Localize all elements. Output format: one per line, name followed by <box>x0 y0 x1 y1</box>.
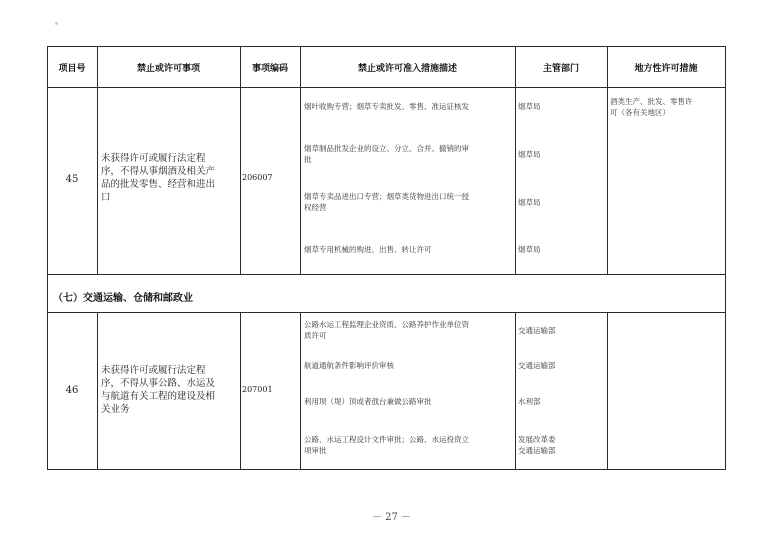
row46-name-line: 序，不得从事公路、水运及 <box>101 378 216 389</box>
row45-dept-1: 烟草局 <box>518 102 541 111</box>
row45-number: 45 <box>65 174 79 185</box>
row46-measure-desc-3 <box>304 396 514 407</box>
col-divider-3 <box>300 46 301 275</box>
section-heading: （七）交通运输、仓储和邮政业 <box>53 293 193 304</box>
page-number: － 27 － <box>371 512 412 523</box>
desc-line: 烟草专卖品进出口专营；烟草类货物进出口统一授 <box>304 192 469 201</box>
row46-dept-3: 水利部 <box>518 397 541 406</box>
row46-dept-2: 交通运输部 <box>518 361 556 370</box>
row45-name-line: 品的批发零售、经营和进出 <box>101 179 216 190</box>
header-department: 主管部门 <box>542 64 579 74</box>
header-item-name: 禁止或许可事项 <box>136 64 200 74</box>
row46-code: 207001 <box>242 385 273 394</box>
col-divider-4b <box>515 312 516 470</box>
desc-line: 权经营 <box>304 203 327 212</box>
row45-item-name <box>101 152 239 204</box>
row45-dept-2: 烟草局 <box>518 150 541 159</box>
col-divider-5 <box>607 46 608 275</box>
table-border-right <box>725 46 726 470</box>
row46-measure-desc-4 <box>304 434 514 456</box>
row46-item-name <box>101 364 239 416</box>
col-divider-2b <box>240 312 241 470</box>
row46-measure-desc-1 <box>304 319 514 341</box>
row45-name-line: 序，不得从事烟酒及相关产 <box>101 166 216 177</box>
dept-line: 交通运输部 <box>518 446 556 455</box>
row46-name-line: 关业务 <box>101 404 130 415</box>
row45-local-measures <box>610 96 724 118</box>
desc-line: 烟草专用机械的购进、出售、转让许可 <box>304 245 432 254</box>
scan-speck <box>55 22 58 25</box>
desc-line: 公路、水运工程设计文件审批；公路、水运投资立 <box>304 435 469 444</box>
row45-measure-desc-1 <box>304 101 514 112</box>
row45-name-line: 口 <box>101 192 111 203</box>
row45-dept-3: 烟草局 <box>518 198 541 207</box>
col-divider-3b <box>300 312 301 470</box>
col-divider-5b <box>607 312 608 470</box>
col-divider-1 <box>97 46 98 275</box>
desc-line: 项审批 <box>304 446 327 455</box>
row45-measure-desc-3 <box>304 191 514 213</box>
header-local-measures: 地方性许可措施 <box>634 64 698 74</box>
row45-name-line: 未获得许可或履行法定程 <box>101 153 206 164</box>
col-divider-1b <box>97 312 98 470</box>
row46-number: 46 <box>65 385 79 396</box>
row46-name-line: 未获得许可或履行法定程 <box>101 365 206 376</box>
desc-line: 公路水运工程监理企业资质、公路养护作业单位资 <box>304 320 469 329</box>
table-border-left <box>47 46 48 470</box>
row46-name-line: 与航道有关工程的建设及相 <box>101 391 216 402</box>
desc-line: 利用坝（堤）顶或者戗台兼做公路审批 <box>304 397 432 406</box>
col-divider-2 <box>240 46 241 275</box>
row46-measure-desc-2 <box>304 360 514 371</box>
header-item-code: 事项编码 <box>251 64 288 74</box>
header-measure-desc: 禁止或许可准入措施描述 <box>357 64 457 74</box>
row45-bottom-line <box>47 274 726 275</box>
dept-line: 发展改革委 <box>518 435 556 444</box>
desc-line: 烟草制品批发企业的设立、分立、合并、撤销的审 <box>304 144 469 153</box>
row45-dept-4: 烟草局 <box>518 245 541 254</box>
desc-line: 质许可 <box>304 331 327 340</box>
local-line: 可（各有关地区） <box>610 108 670 117</box>
row46-dept-1: 交通运输部 <box>518 326 556 335</box>
desc-line: 批 <box>304 155 312 164</box>
row45-measure-desc-4 <box>304 244 514 255</box>
desc-line: 烟叶收购专营；烟草专卖批发、零售、准运证核发 <box>304 102 469 111</box>
row45-code: 206007 <box>242 173 273 182</box>
row46-dept-4 <box>518 434 556 456</box>
desc-line: 航道通航条件影响评价审核 <box>304 361 394 370</box>
section-bottom-line <box>47 312 726 313</box>
header-item-number: 项目号 <box>58 64 86 74</box>
table-border-bottom <box>47 469 726 470</box>
table-border-top <box>47 46 726 47</box>
col-divider-4 <box>515 46 516 275</box>
row45-measure-desc-2 <box>304 143 514 165</box>
header-bottom-line <box>47 87 726 88</box>
local-line: 酒类生产、批发、零售许 <box>610 97 693 106</box>
